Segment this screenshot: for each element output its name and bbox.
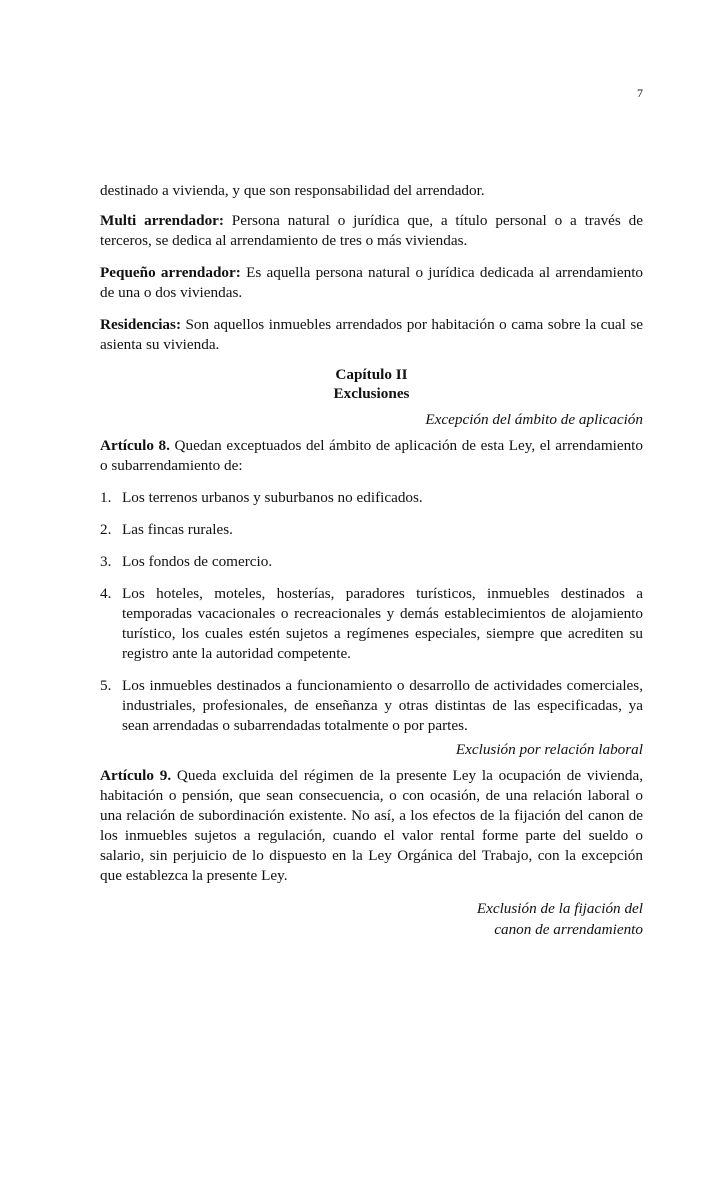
definition-text: Es aquella persona natural o jurídica dedicada al arrendamiento de una o dos viviendas.: [100, 264, 644, 301]
list-item: [100, 488, 643, 508]
list-item: [100, 520, 643, 540]
chapter-heading: [100, 365, 643, 403]
list-item: [100, 584, 643, 664]
definition-text: Persona natural o jurídica que, a título personal o a través de terceros, se dedica al arrendamiento de tres o más viviendas.: [100, 212, 643, 249]
list-item-number: 3.: [100, 553, 112, 570]
list-item-text: Las fincas rurales.: [122, 521, 233, 538]
list-item: [100, 676, 643, 736]
list-item: [100, 552, 643, 572]
list-item-text: Los inmuebles destinados a funcionamiento o desarrollo de actividades comerciales, industriales, profesionales, de enseñanza y otras distintas de las especificadas, ya sean arrendadas o subarrendadas totalmente o por partes.: [122, 677, 643, 734]
definition-term: Pequeño arrendador:: [100, 264, 241, 281]
definition-pequeno-arrendador: [100, 263, 643, 303]
article-label: Artículo 8.: [100, 437, 170, 454]
article-text: Queda excluida del régimen de la presente Ley la ocupación de vivienda, habitación o pensión, que sean consecuencia, o con ocasión, de una relación laboral o una relación de subordinación existente. No así, a los efectos de la fijación del canon de los inmuebles sujetos a regulación, cuando el valor rental forme parte del sueldo o salario, sin perjuicio de lo dispuesto en la Ley Orgánica del Trabajo, con la excepción que establezca la presente Ley.: [100, 767, 643, 884]
definition-text: Son aquellos inmuebles arrendados por habitación o cama sobre la cual se asienta su vivienda.: [100, 316, 644, 353]
definition-multi-arrendador: [100, 211, 643, 251]
definition-residencias: [100, 315, 643, 355]
next-article-heading: [100, 898, 643, 940]
list-item-number: 2.: [100, 521, 112, 538]
list-item-number: 1.: [100, 489, 112, 506]
list-item-number: 5.: [100, 677, 112, 694]
list-item-text: Los hoteles, moteles, hosterías, paradores turísticos, inmuebles destinados a temporadas vacacionales o recreacionales y demás establecimientos de alojamiento turístico, los cuales estén sujetos a regímenes especiales, siempre que acrediten su registro ante la autoridad competente.: [122, 585, 643, 662]
article-8-heading: Excepción del ámbito de aplicación: [425, 411, 643, 428]
article-9: [100, 766, 643, 886]
list-item-text: Los fondos de comercio.: [122, 553, 273, 570]
document-body: [100, 181, 643, 946]
article-label: Artículo 9.: [100, 767, 172, 784]
list-item-number: 4.: [100, 585, 112, 602]
page-number: 7: [637, 86, 643, 100]
heading-line: canon de arrendamiento: [494, 921, 643, 938]
list-item-text: Los terrenos urbanos y suburbanos no edificados.: [122, 489, 423, 506]
heading-line: Exclusión de la fijación del: [476, 900, 643, 917]
definition-term: Multi arrendador:: [100, 212, 224, 229]
chapter-title: Exclusiones: [333, 385, 410, 402]
article-9-heading: Exclusión por relación laboral: [455, 741, 643, 758]
chapter-number: Capítulo II: [335, 366, 408, 383]
definition-continuation: destinado a vivienda, y que son responsabilidad del arrendador.: [100, 182, 485, 199]
article-8: [100, 436, 643, 476]
exclusion-list: [100, 488, 643, 736]
article-text: Quedan exceptuados del ámbito de aplicación de esta Ley, el arrendamiento o subarrendamiento de:: [100, 437, 643, 474]
definition-term: Residencias:: [100, 316, 181, 333]
